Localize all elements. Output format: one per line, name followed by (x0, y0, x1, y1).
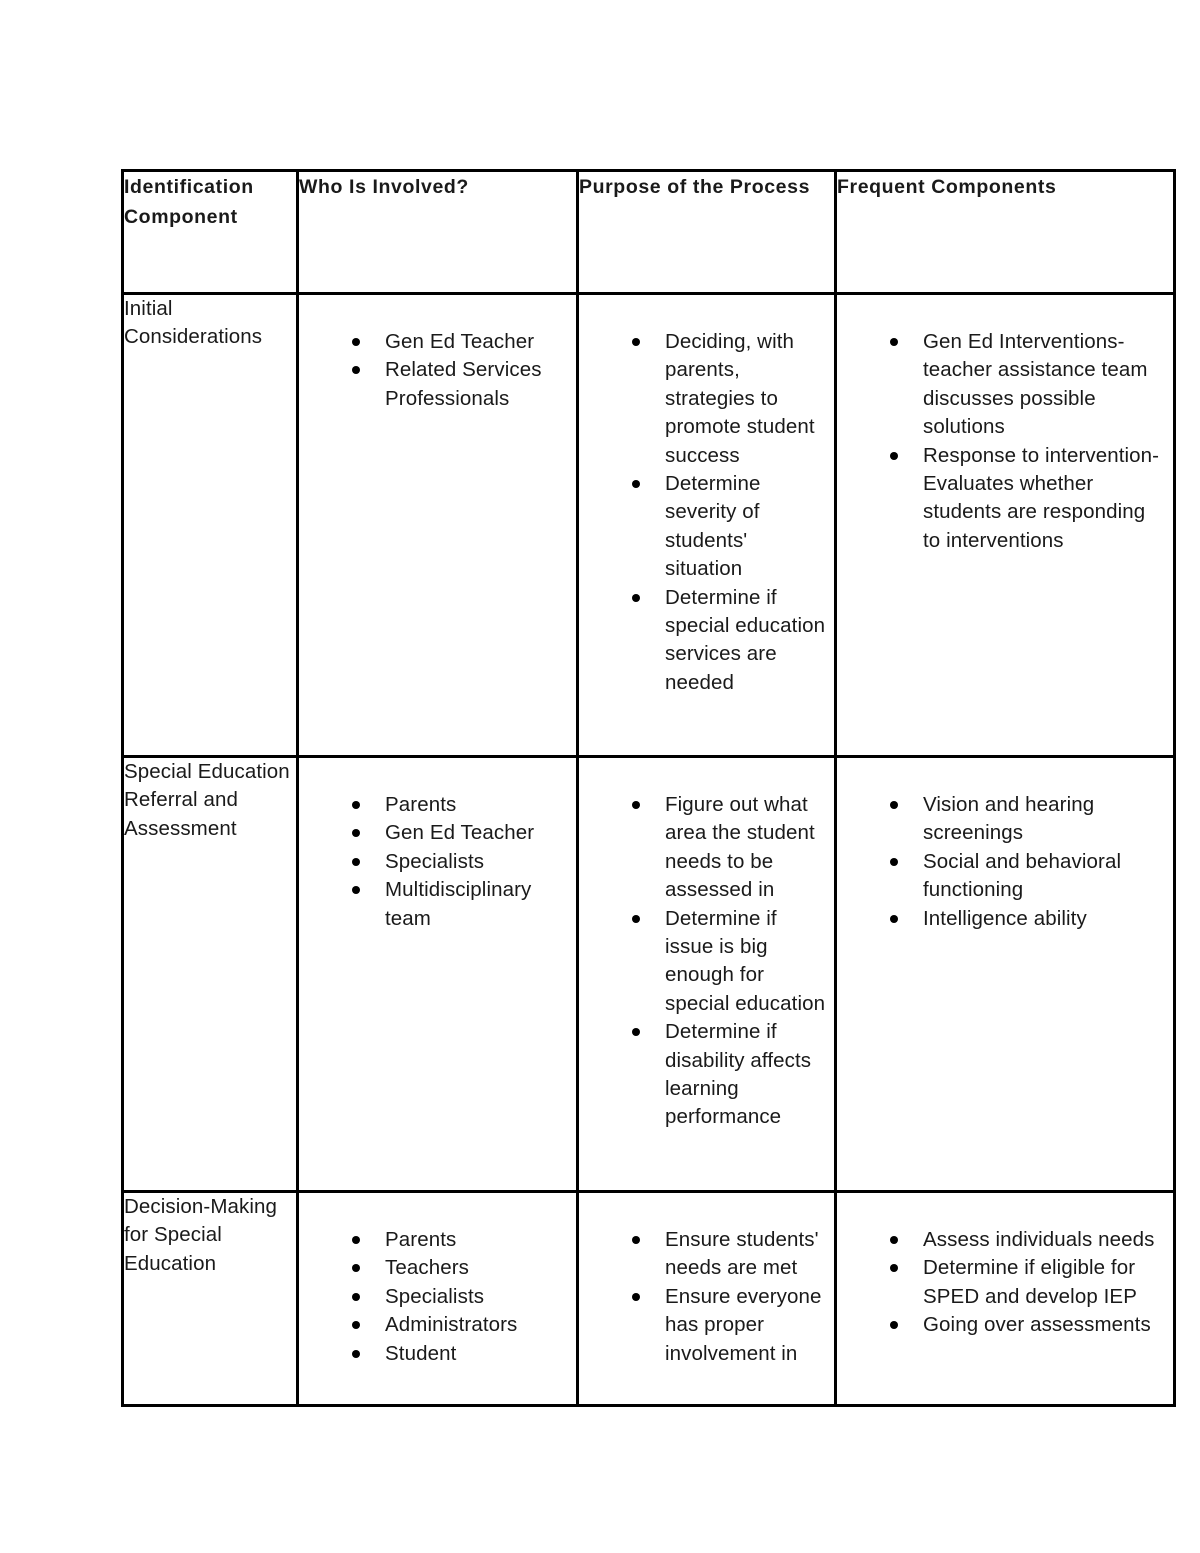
frequent-cell (836, 1192, 1175, 1406)
purpose-list (579, 1193, 834, 1368)
list-item: Determine if eligible for SPED and develop IEP (923, 1254, 1165, 1311)
who-list (299, 1193, 576, 1368)
header-who-is-involved: Who Is Involved? (298, 171, 578, 294)
list-item: Determine severity of students' situation (665, 470, 826, 584)
frequent-list (837, 1193, 1173, 1340)
list-item: Deciding, with parents, strategies to promote student success (665, 328, 826, 470)
who-list (299, 295, 576, 413)
list-item: Assess individuals needs (923, 1226, 1165, 1254)
list-item: Vision and hearing screenings (923, 791, 1165, 848)
list-item: Determine if disability affects learning performance (665, 1018, 826, 1132)
frequent-list (837, 758, 1173, 933)
table-row (123, 294, 1175, 757)
list-item: Gen Ed Teacher (385, 819, 568, 847)
who-cell (298, 757, 578, 1192)
table-row (123, 1192, 1175, 1406)
list-item: Determine if special education services are needed (665, 584, 826, 698)
list-item: Related Services Professionals (385, 356, 568, 413)
list-item: Teachers (385, 1254, 568, 1282)
list-item: Parents (385, 1226, 568, 1254)
list-item: Determine if issue is big enough for special education (665, 905, 826, 1019)
list-item: Parents (385, 791, 568, 819)
purpose-cell (578, 757, 836, 1192)
table-row (123, 757, 1175, 1192)
list-item: Student (385, 1340, 568, 1368)
component-cell: Special Education Referral and Assessment (123, 757, 298, 1192)
component-cell: Decision-Making for Special Education (123, 1192, 298, 1406)
list-item: Multidisciplinary team (385, 876, 568, 933)
list-item: Intelligence ability (923, 905, 1165, 933)
list-item: Gen Ed Interventions- teacher assistance team discusses possible solutions (923, 328, 1165, 442)
purpose-list (579, 295, 834, 697)
who-cell (298, 294, 578, 757)
component-cell: Initial Considerations (123, 294, 298, 757)
list-item: Social and behavioral functioning (923, 848, 1165, 905)
header-frequent-components: Frequent Components (836, 171, 1175, 294)
header-purpose-of-process: Purpose of the Process (578, 171, 836, 294)
list-item: Specialists (385, 1283, 568, 1311)
header-identification-component: Identification Component (123, 171, 298, 294)
list-item: Ensure everyone has proper involvement in (665, 1283, 826, 1368)
list-item: Response to intervention- Evaluates whether students are responding to interventions (923, 442, 1165, 556)
frequent-cell (836, 294, 1175, 757)
purpose-cell (578, 1192, 836, 1406)
who-list (299, 758, 576, 933)
list-item: Gen Ed Teacher (385, 328, 568, 356)
list-item: Ensure students' needs are met (665, 1226, 826, 1283)
list-item: Going over assessments (923, 1311, 1165, 1339)
list-item: Figure out what area the student needs to be assessed in (665, 791, 826, 905)
list-item: Specialists (385, 848, 568, 876)
identification-process-table (121, 169, 1176, 1407)
list-item: Administrators (385, 1311, 568, 1339)
who-cell (298, 1192, 578, 1406)
header-row (123, 171, 1175, 294)
frequent-cell (836, 757, 1175, 1192)
frequent-list (837, 295, 1173, 555)
purpose-cell (578, 294, 836, 757)
purpose-list (579, 758, 834, 1132)
